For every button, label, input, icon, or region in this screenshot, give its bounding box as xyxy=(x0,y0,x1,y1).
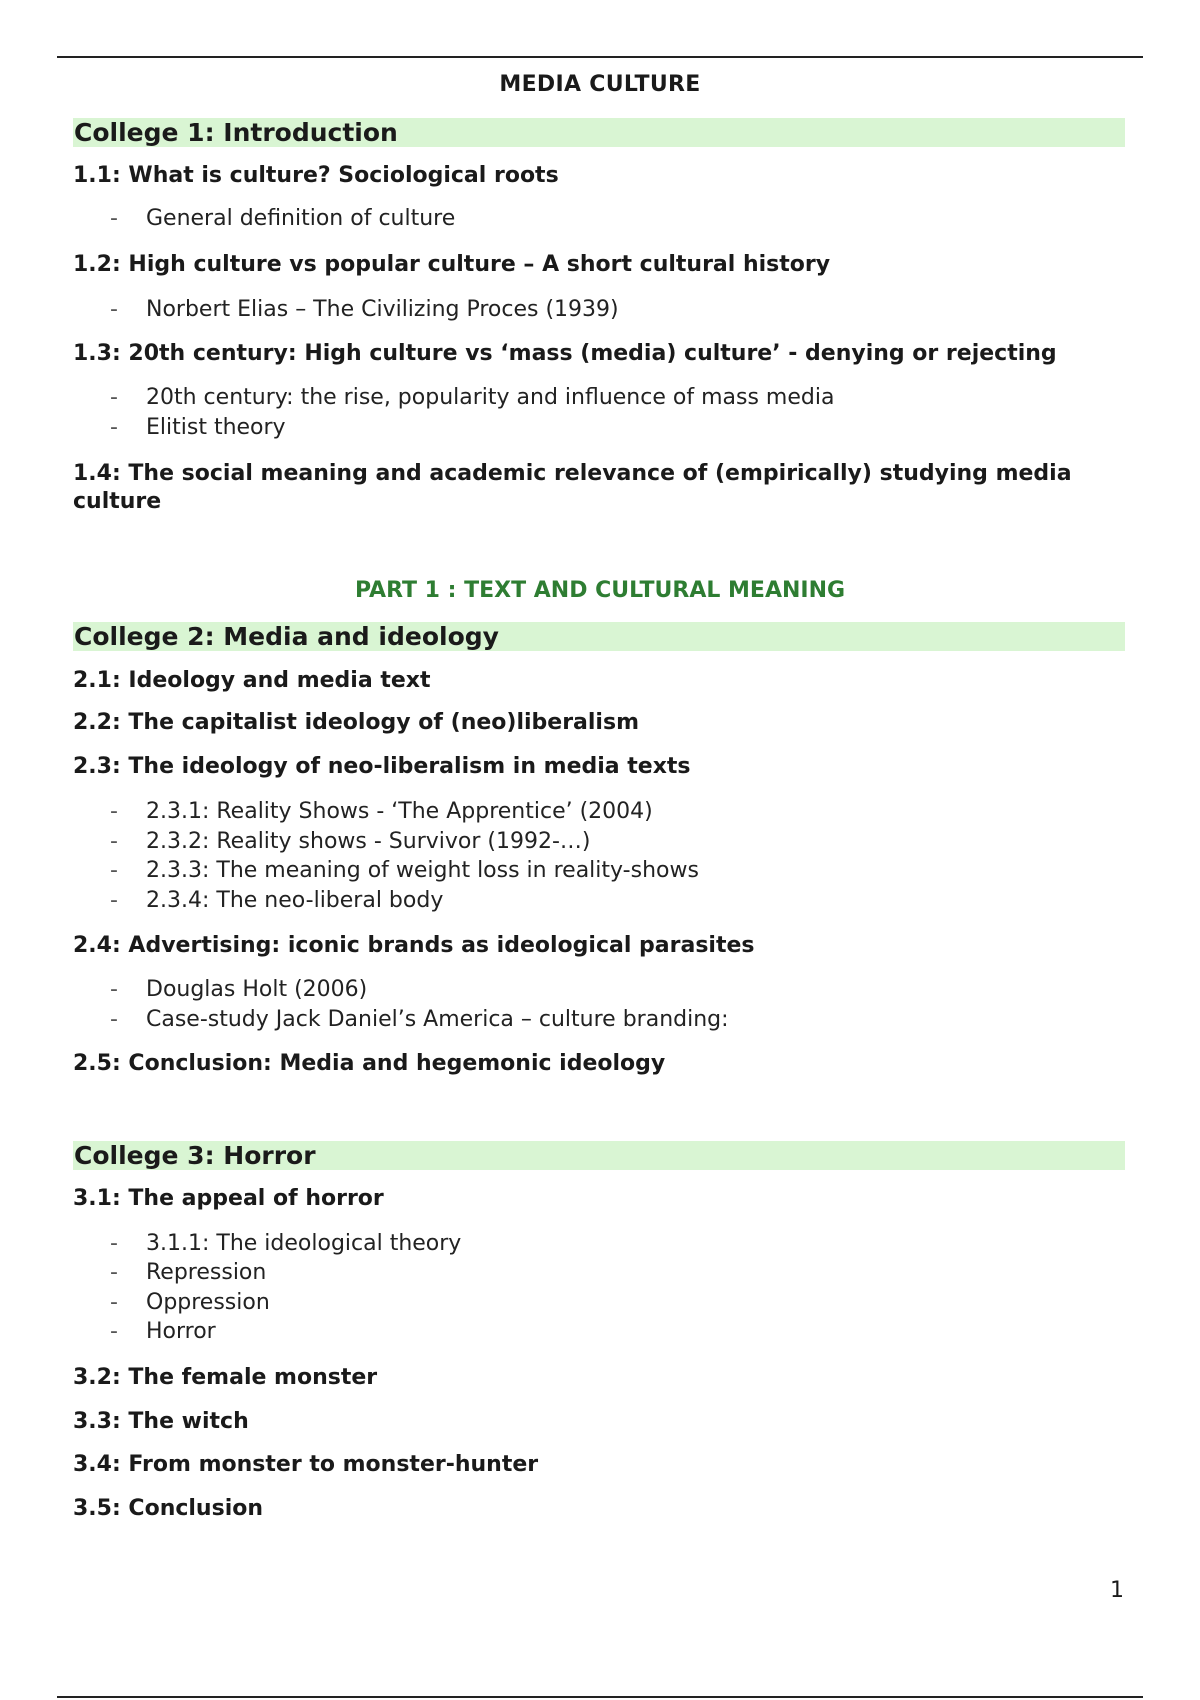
college-1-heading: College 1: Introduction xyxy=(73,118,1125,147)
section-2-2: 2.2: The capitalist ideology of (neo)liberalism xyxy=(73,710,639,735)
section-3-5: 3.5: Conclusion xyxy=(73,1496,264,1521)
list-item: - Horror xyxy=(110,1319,216,1344)
section-2-4: 2.4: Advertising: iconic brands as ideological parasites xyxy=(73,933,755,958)
bullet-dash: - xyxy=(110,385,118,410)
bullet-dash: - xyxy=(110,1319,118,1344)
section-1-1: 1.1: What is culture? Sociological roots xyxy=(73,163,559,188)
list-item: - Oppression xyxy=(110,1290,270,1315)
list-item: - 2.3.3: The meaning of weight loss in reality-shows xyxy=(110,858,699,883)
page-number: 1 xyxy=(1110,1578,1124,1603)
section-3-1: 3.1: The appeal of horror xyxy=(73,1186,384,1211)
list-item: - Repression xyxy=(110,1260,267,1285)
list-item: - Douglas Holt (2006) xyxy=(110,977,368,1002)
section-1-4-continued: culture xyxy=(73,489,162,514)
list-item: - 2.3.1: Reality Shows - ‘The Apprentice’ (2004) xyxy=(110,799,653,824)
section-3-4: 3.4: From monster to monster-hunter xyxy=(73,1452,539,1477)
bullet-dash: - xyxy=(110,1231,118,1256)
bullet-dash: - xyxy=(110,297,118,322)
bullet-dash: - xyxy=(110,888,118,913)
list-item: - Elitist theory xyxy=(110,415,286,440)
section-3-2: 3.2: The female monster xyxy=(73,1365,378,1390)
section-3-3: 3.3: The witch xyxy=(73,1409,249,1434)
part-1-title: PART 1 : TEXT AND CULTURAL MEANING xyxy=(354,578,846,603)
college-3-heading: College 3: Horror xyxy=(73,1141,1125,1170)
list-item: - 2.3.2: Reality shows - Survivor (1992-…) xyxy=(110,829,591,854)
footer-rule xyxy=(57,1696,1143,1698)
document-title: MEDIA CULTURE xyxy=(499,72,701,97)
list-item: - 3.1.1: The ideological theory xyxy=(110,1231,462,1256)
header-rule xyxy=(57,56,1143,58)
section-1-3: 1.3: 20th century: High culture vs ‘mass (media) culture’ - denying or rejecting xyxy=(73,341,1057,366)
college-2-heading: College 2: Media and ideology xyxy=(73,622,1125,651)
section-2-3: 2.3: The ideology of neo-liberalism in media texts xyxy=(73,754,691,779)
section-2-1: 2.1: Ideology and media text xyxy=(73,668,431,693)
list-item: - Case-study Jack Daniel’s America – culture branding: xyxy=(110,1007,729,1032)
section-1-4: 1.4: The social meaning and academic relevance of (empirically) studying media xyxy=(73,461,1072,486)
bullet-dash: - xyxy=(110,858,118,883)
bullet-dash: - xyxy=(110,799,118,824)
list-item: - 20th century: the rise, popularity and influence of mass media xyxy=(110,385,835,410)
bullet-dash: - xyxy=(110,977,118,1002)
bullet-dash: - xyxy=(110,206,118,231)
section-2-5: 2.5: Conclusion: Media and hegemonic ideology xyxy=(73,1051,666,1076)
list-item: - 2.3.4: The neo-liberal body xyxy=(110,888,444,913)
list-item: - General definition of culture xyxy=(110,206,456,231)
bullet-dash: - xyxy=(110,1260,118,1285)
bullet-dash: - xyxy=(110,1290,118,1315)
bullet-dash: - xyxy=(110,415,118,440)
bullet-dash: - xyxy=(110,1007,118,1032)
bullet-dash: - xyxy=(110,829,118,854)
list-item: - Norbert Elias – The Civilizing Proces (1939) xyxy=(110,297,619,322)
section-1-2: 1.2: High culture vs popular culture – A short cultural history xyxy=(73,252,831,277)
